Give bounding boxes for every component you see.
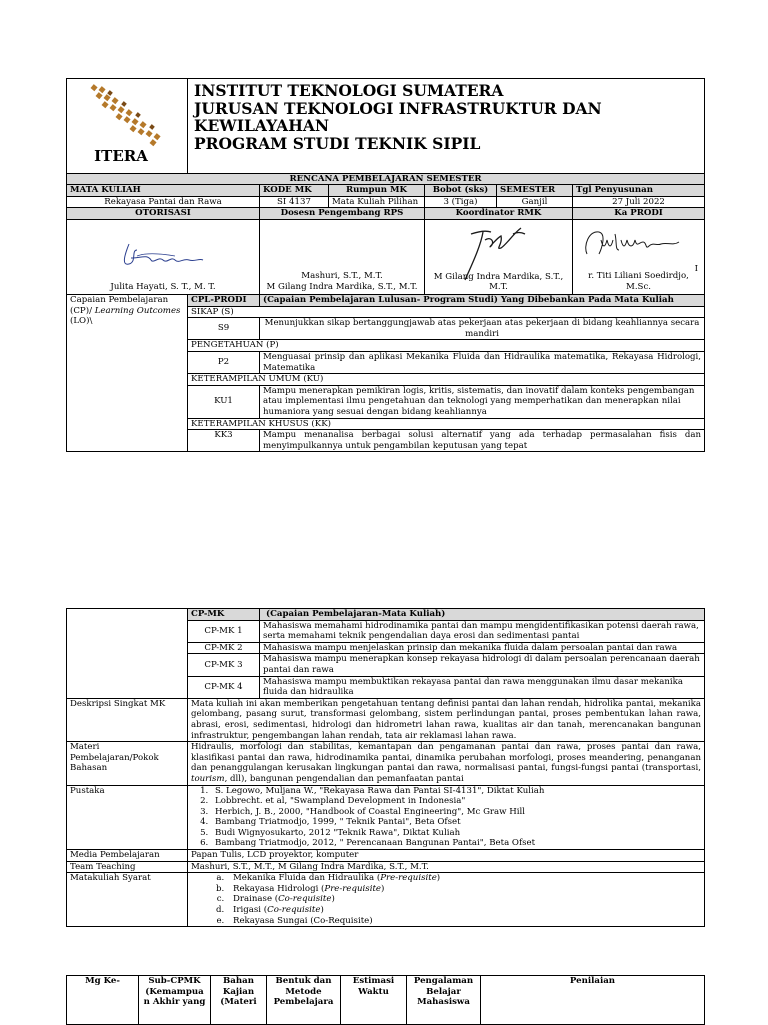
list-item: c. Drainase (Co-requisite) xyxy=(227,894,701,905)
cpl-prodi-label: CPL-PRODI xyxy=(188,294,260,306)
cpl-prodi-desc: (Capaian Pembelajaran Lulusan- Program Studi) Yang Dibebankan Pada Mata Kuliah xyxy=(260,294,705,306)
pustaka-list xyxy=(191,786,701,850)
signer-4-mark: I xyxy=(694,263,699,274)
rps-title: RENCANA PEMBELAJARAN SEMESTER xyxy=(67,173,705,185)
val-kode-mk: SI 4137 xyxy=(260,196,329,208)
deskripsi-text: Mata kuliah ini akan memberikan pengetahuan tentang definisi pantai dan lahan rendah, hidrolika pantai, mekanika gelombang, pasang surut, transformasi gelombang, sistem perlindungan pantai, proses pembentukan lahan rawa, abrasi, erosi, sedimentasi, hidrologi dan hidrometri lahan rawa, kualitas air dan tanah, merencanakan bangunan infrastruktur, pengembangan lahan rendah, tata air reklamasi lahan rawa. xyxy=(188,698,705,741)
syarat-label: Matakuliah Syarat xyxy=(67,873,188,927)
col-estimasi-waktu: Estimasi Waktu xyxy=(341,976,407,1025)
cpmk-2-text: Mahasiswa mampu menjelaskan prinsip dan mekanika fluida dalam persoalan pantai dan rawa xyxy=(260,642,705,654)
cpmk-1-text: Mahasiswa memahami hidrodinamika pantai dan mampu mengidentifikasikan potensi daerah rawa, serta memahami teknik pengendalian daya erosi dan sedimentasi pantai xyxy=(260,620,705,642)
otorisasi-label: OTORISASI xyxy=(67,208,260,220)
cpmk-empty-cell xyxy=(67,609,188,699)
materi-label-line3: Bahasan xyxy=(70,763,108,774)
department-name: JURUSAN TEKNOLOGI INFRASTRUKTUR DAN KEWILAYAHAN xyxy=(194,98,602,135)
syarat-list xyxy=(191,873,701,926)
pustaka-list-cell xyxy=(188,785,705,850)
list-item: b. Rekayasa Hidrologi (Pre-requisite) xyxy=(227,884,701,895)
list-item: a. Mekanika Fluida dan Hidraulika (Pre-requisite) xyxy=(227,873,701,884)
media-label: Media Pembelajaran xyxy=(67,850,188,862)
cpmk-4-text: Mahasiswa mampu membuktikan rekayasa pantai dan rawa menggunakan ilmu dasar mekanika fluida dan hidraulika xyxy=(260,676,705,698)
sikap-label: SIKAP (S) xyxy=(188,306,705,318)
cpmk-label: CP-MK xyxy=(188,609,260,621)
val-tgl: 27 Juli 2022 xyxy=(573,196,705,208)
cp-label-line1: Capaian Pembelajaran xyxy=(70,294,169,305)
signer-2-line1: Mashuri, S.T., M.T. xyxy=(301,271,383,282)
cpmk-desc: (Capaian Pembelajaran-Mata Kuliah) xyxy=(260,609,705,621)
list-item: 1. S. Legowo, Muljana W., "Rekayasa Rawa dan Pantai SI-4131", Diktat Kuliah xyxy=(211,786,701,797)
cpmk-3-text: Mahasiswa mampu menerapkan konsep rekayasa hidrologi di dalam persoalan perencanaan daerah pantai dan rawa xyxy=(260,654,705,676)
signer-1-name: Julita Hayati, S. T., M. T. xyxy=(110,282,216,293)
pengetahuan-label: PENGETAHUAN (P) xyxy=(188,340,705,352)
hdr-kode-mk: KODE MK xyxy=(260,185,329,197)
col-penilaian: Penilaian xyxy=(481,976,705,1025)
val-rumpun-mk: Mata Kuliah Pilihan xyxy=(329,196,425,208)
cpmk-4-code: CP-MK 4 xyxy=(188,676,260,698)
col-sub-cpmk: Sub-CPMK (Kemampua n Akhir yang xyxy=(139,976,211,1025)
materi-label-line2: Pembelajaran/Pokok xyxy=(70,752,159,763)
signature-cell-4 xyxy=(573,219,705,294)
signature-icon xyxy=(67,220,257,280)
program-name: PROGRAM STUDI TEKNIK SIPIL xyxy=(194,133,481,153)
logo-text: ITERA xyxy=(94,147,148,165)
col-mg-ke: Mg Ke- xyxy=(67,976,139,1025)
list-item: 4. Bambang Triatmodjo, 1999, " Teknik Pantai", Beta Ofset xyxy=(211,817,701,828)
cpmk-1-code: CP-MK 1 xyxy=(188,620,260,642)
dosen-label: Dosesn Pengembang RPS xyxy=(260,208,425,220)
logo-cell xyxy=(67,79,188,174)
syarat-list-cell xyxy=(188,873,705,927)
p2-text: Menguasai prinsip dan aplikasi Mekanika Fluida dan Hidraulika matematika, Rekayasa Hidrologi, Matematika xyxy=(260,351,705,373)
hdr-semester: SEMESTER xyxy=(497,185,573,197)
cp-label-line3: (LO)\ xyxy=(70,316,93,327)
signer-4-line2: M.Sc. xyxy=(626,282,651,293)
kk-label: KETERAMPILAN KHUSUS (KK) xyxy=(188,418,705,430)
col-bahan-kajian: Bahan Kajian (Materi xyxy=(211,976,267,1025)
ku1-code: KU1 xyxy=(188,385,260,418)
signature-icon xyxy=(573,220,705,268)
materi-text: Hidraulis, morfologi dan stabilitas, kemantapan dan pengamanan pantai dan rawa, proses pantai dan rawa, klasifikasi pantai dan rawa, hidrodinamika pantai, dinamika perubahan morfologi, proses meandering, penanganan dan penanggulangan kerusakan lingkungan pantai dan rawa, normalisasi pantai, fungsi-fungsi pantai (transportasi, tourism, dll), bangunan pengendalian dan pemanfaatan pantai xyxy=(188,742,705,785)
list-item: d. Irigasi (Co-requisite) xyxy=(227,905,701,916)
cp-label-cell xyxy=(67,294,188,451)
signature-cell-2 xyxy=(260,219,425,294)
signature-cell-3 xyxy=(425,219,573,294)
cpmk-table xyxy=(66,608,705,927)
ku-label: KETERAMPILAN UMUM (KU) xyxy=(188,374,705,386)
koordinator-label: Koordinator RMK xyxy=(425,208,573,220)
kaprodi-label: Ka PRODI xyxy=(573,208,705,220)
list-item: 6. Bambang Triatmodjo, 2012, " Perencanaan Bangunan Pantai", Beta Ofset xyxy=(211,838,701,849)
itera-logo xyxy=(67,79,188,169)
kk3-text: Mampu menanalisa berbagai solusi alternatif yang ada terhadap permasalahan fisis dan menyimpulkannya untuk pengambilan keputusan yang tepat xyxy=(260,430,705,452)
s9-text: Menunjukkan sikap bertanggungjawab atas pekerjaan atas pekerjaan di bidang keahliannya secara mandiri xyxy=(260,318,705,340)
team-text: Mashuri, S.T., M.T., M Gilang Indra Mardika, S.T., M.T. xyxy=(188,861,705,873)
list-item: 3. Herbich, J. B., 2000, "Handbook of Coastal Engineering", Mc Graw Hill xyxy=(211,807,701,818)
hdr-rumpun-mk: Rumpun MK xyxy=(329,185,425,197)
p2-code: P2 xyxy=(188,351,260,373)
list-item: 2. Lobbrecht. et al, "Swampland Development in Indonesia" xyxy=(211,796,701,807)
pustaka-label: Pustaka xyxy=(67,785,188,850)
signer-2-line2: M Gilang Indra Mardika, S.T., M.T. xyxy=(266,282,418,293)
cp-label-line2: (CP)/ Learning Outcomes xyxy=(70,305,181,316)
col-bentuk-metode: Bentuk dan Metode Pembelajara xyxy=(267,976,341,1025)
ku1-text: Mampu menerapkan pemikiran logis, kritis, sistematis, dan inovatif dalam konteks pengembangan atau implementasi ilmu pengetahuan dan teknologi yang memperhatikan dan menerapkan nilai humaniora yang sesuai dengan bidang keahliannya xyxy=(260,385,705,418)
val-mata-kuliah: Rekayasa Pantai dan Rawa xyxy=(67,196,260,208)
deskripsi-label: Deskripsi Singkat MK xyxy=(67,698,188,741)
col-pengalaman-belajar: Pengalaman Belajar Mahasiswa xyxy=(407,976,481,1025)
weekly-plan-table xyxy=(66,975,705,1025)
materi-label-line1: Materi xyxy=(70,742,100,753)
cpmk-3-code: CP-MK 3 xyxy=(188,654,260,676)
hdr-bobot: Bobot (sks) xyxy=(425,185,497,197)
hdr-mata-kuliah: MATA KULIAH xyxy=(67,185,260,197)
signature-cell-1 xyxy=(67,219,260,294)
materi-label xyxy=(67,742,188,785)
list-item: e. Rekayasa Sungai (Co-Requisite) xyxy=(227,916,701,927)
cpmk-2-code: CP-MK 2 xyxy=(188,642,260,654)
media-text: Papan Tulis, LCD proyektor, komputer xyxy=(188,850,705,862)
institution-header xyxy=(188,79,705,174)
list-item: 5. Budi Wignyosukarto, 2012 "Teknik Rawa", Diktat Kuliah xyxy=(211,828,701,839)
hdr-tgl: Tgl Penyusunan xyxy=(573,185,705,197)
kk3-code: KK3 xyxy=(188,430,260,452)
team-label: Team Teaching xyxy=(67,861,188,873)
val-semester: Ganjil xyxy=(497,196,573,208)
rps-header-table xyxy=(66,78,705,452)
institution-name: INSTITUT TEKNOLOGI SUMATERA xyxy=(194,81,504,100)
s9-code: S9 xyxy=(188,318,260,340)
signer-4-line1: r. Titi Liliani Soedirdjo, xyxy=(588,271,689,282)
val-bobot: 3 (Tiga) xyxy=(425,196,497,208)
signer-3-name: M Gilang Indra Mardika, S.T., M.T. xyxy=(433,271,564,293)
